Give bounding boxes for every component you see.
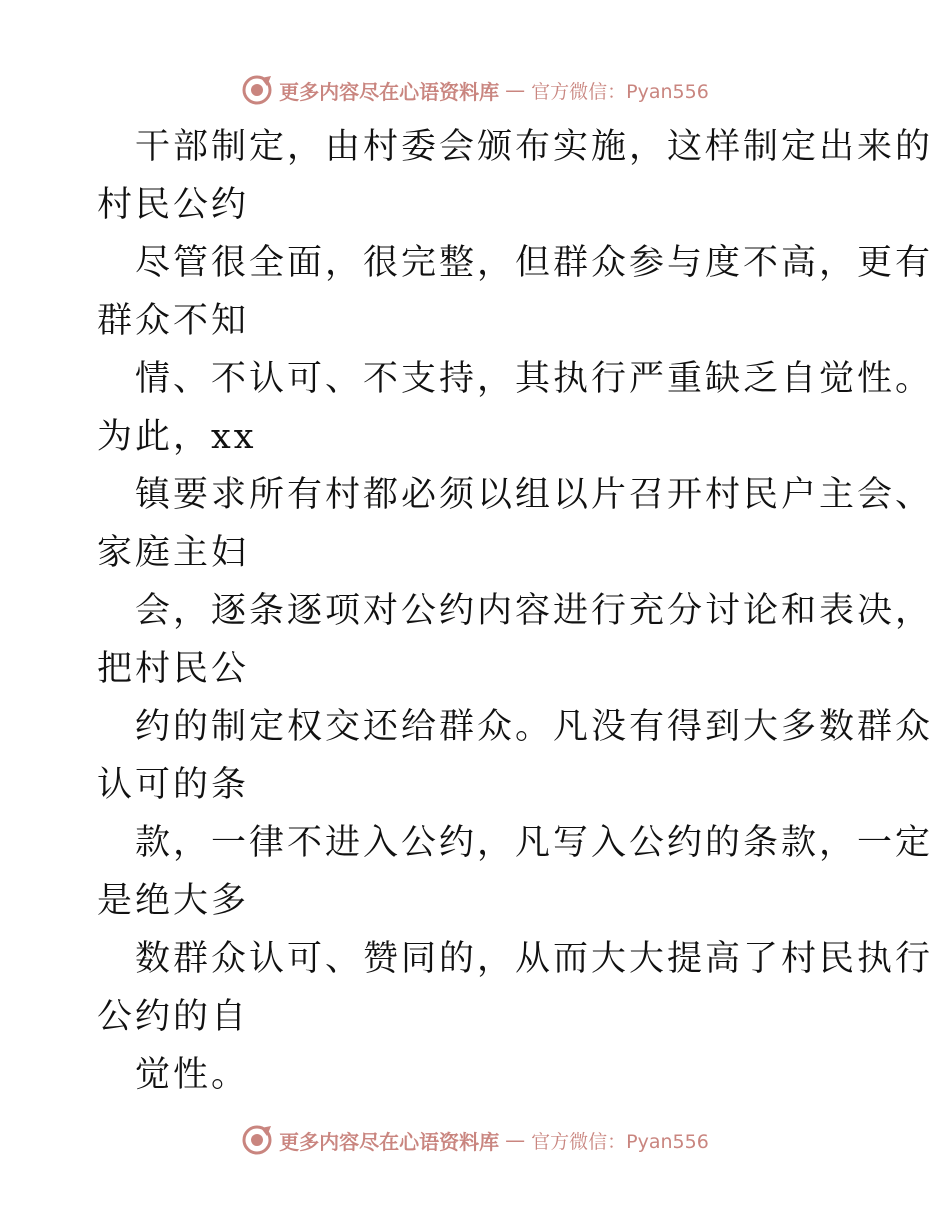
text-line: 款，一律不进入公约，凡写入公约的条款，一定 xyxy=(135,823,934,863)
footer-watermark xyxy=(0,1120,950,1160)
document-body xyxy=(97,118,934,1104)
pen-logo-icon xyxy=(241,1124,273,1156)
text-line: 是绝大多 xyxy=(97,881,250,921)
text-line: 觉性。 xyxy=(135,1055,250,1095)
header-watermark xyxy=(0,70,950,110)
watermark-dash: — xyxy=(505,1128,526,1152)
text-line: 尽管很全面，很完整，但群众参与度不高，更有 xyxy=(135,243,934,283)
text-line: 家庭主妇 xyxy=(97,533,250,573)
text-line: 数群众认可、赞同的，从而大大提高了村民执行 xyxy=(135,939,934,979)
text-line: 情、不认可、不支持，其执行严重缺乏自觉性。 xyxy=(135,359,934,399)
text-line: 认可的条 xyxy=(97,765,250,805)
text-line: 公约的自 xyxy=(97,997,250,1037)
text-line: 会，逐条逐项对公约内容进行充分讨论和表决， xyxy=(135,591,934,631)
text-line: 干部制定，由村委会颁布实施，这样制定出来的 xyxy=(135,127,934,167)
watermark-main-text: 更多内容尽在心语资料库 xyxy=(279,1129,500,1154)
pen-logo-icon xyxy=(241,74,273,106)
text-line: 镇要求所有村都必须以组以片召开村民户主会、 xyxy=(135,475,934,515)
text-line: 村民公约 xyxy=(97,185,250,225)
text-line: 为此，xx xyxy=(97,417,257,457)
watermark-main-text: 更多内容尽在心语资料库 xyxy=(279,79,500,104)
text-line: 约的制定权交还给群众。凡没有得到大多数群众 xyxy=(135,707,934,747)
text-line: 群众不知 xyxy=(97,301,250,341)
watermark-official-text: 官方微信：Pyan556 xyxy=(531,1130,709,1153)
text-line: 把村民公 xyxy=(97,649,250,689)
watermark-dash: — xyxy=(505,78,526,102)
watermark-official-text: 官方微信：Pyan556 xyxy=(531,80,709,103)
